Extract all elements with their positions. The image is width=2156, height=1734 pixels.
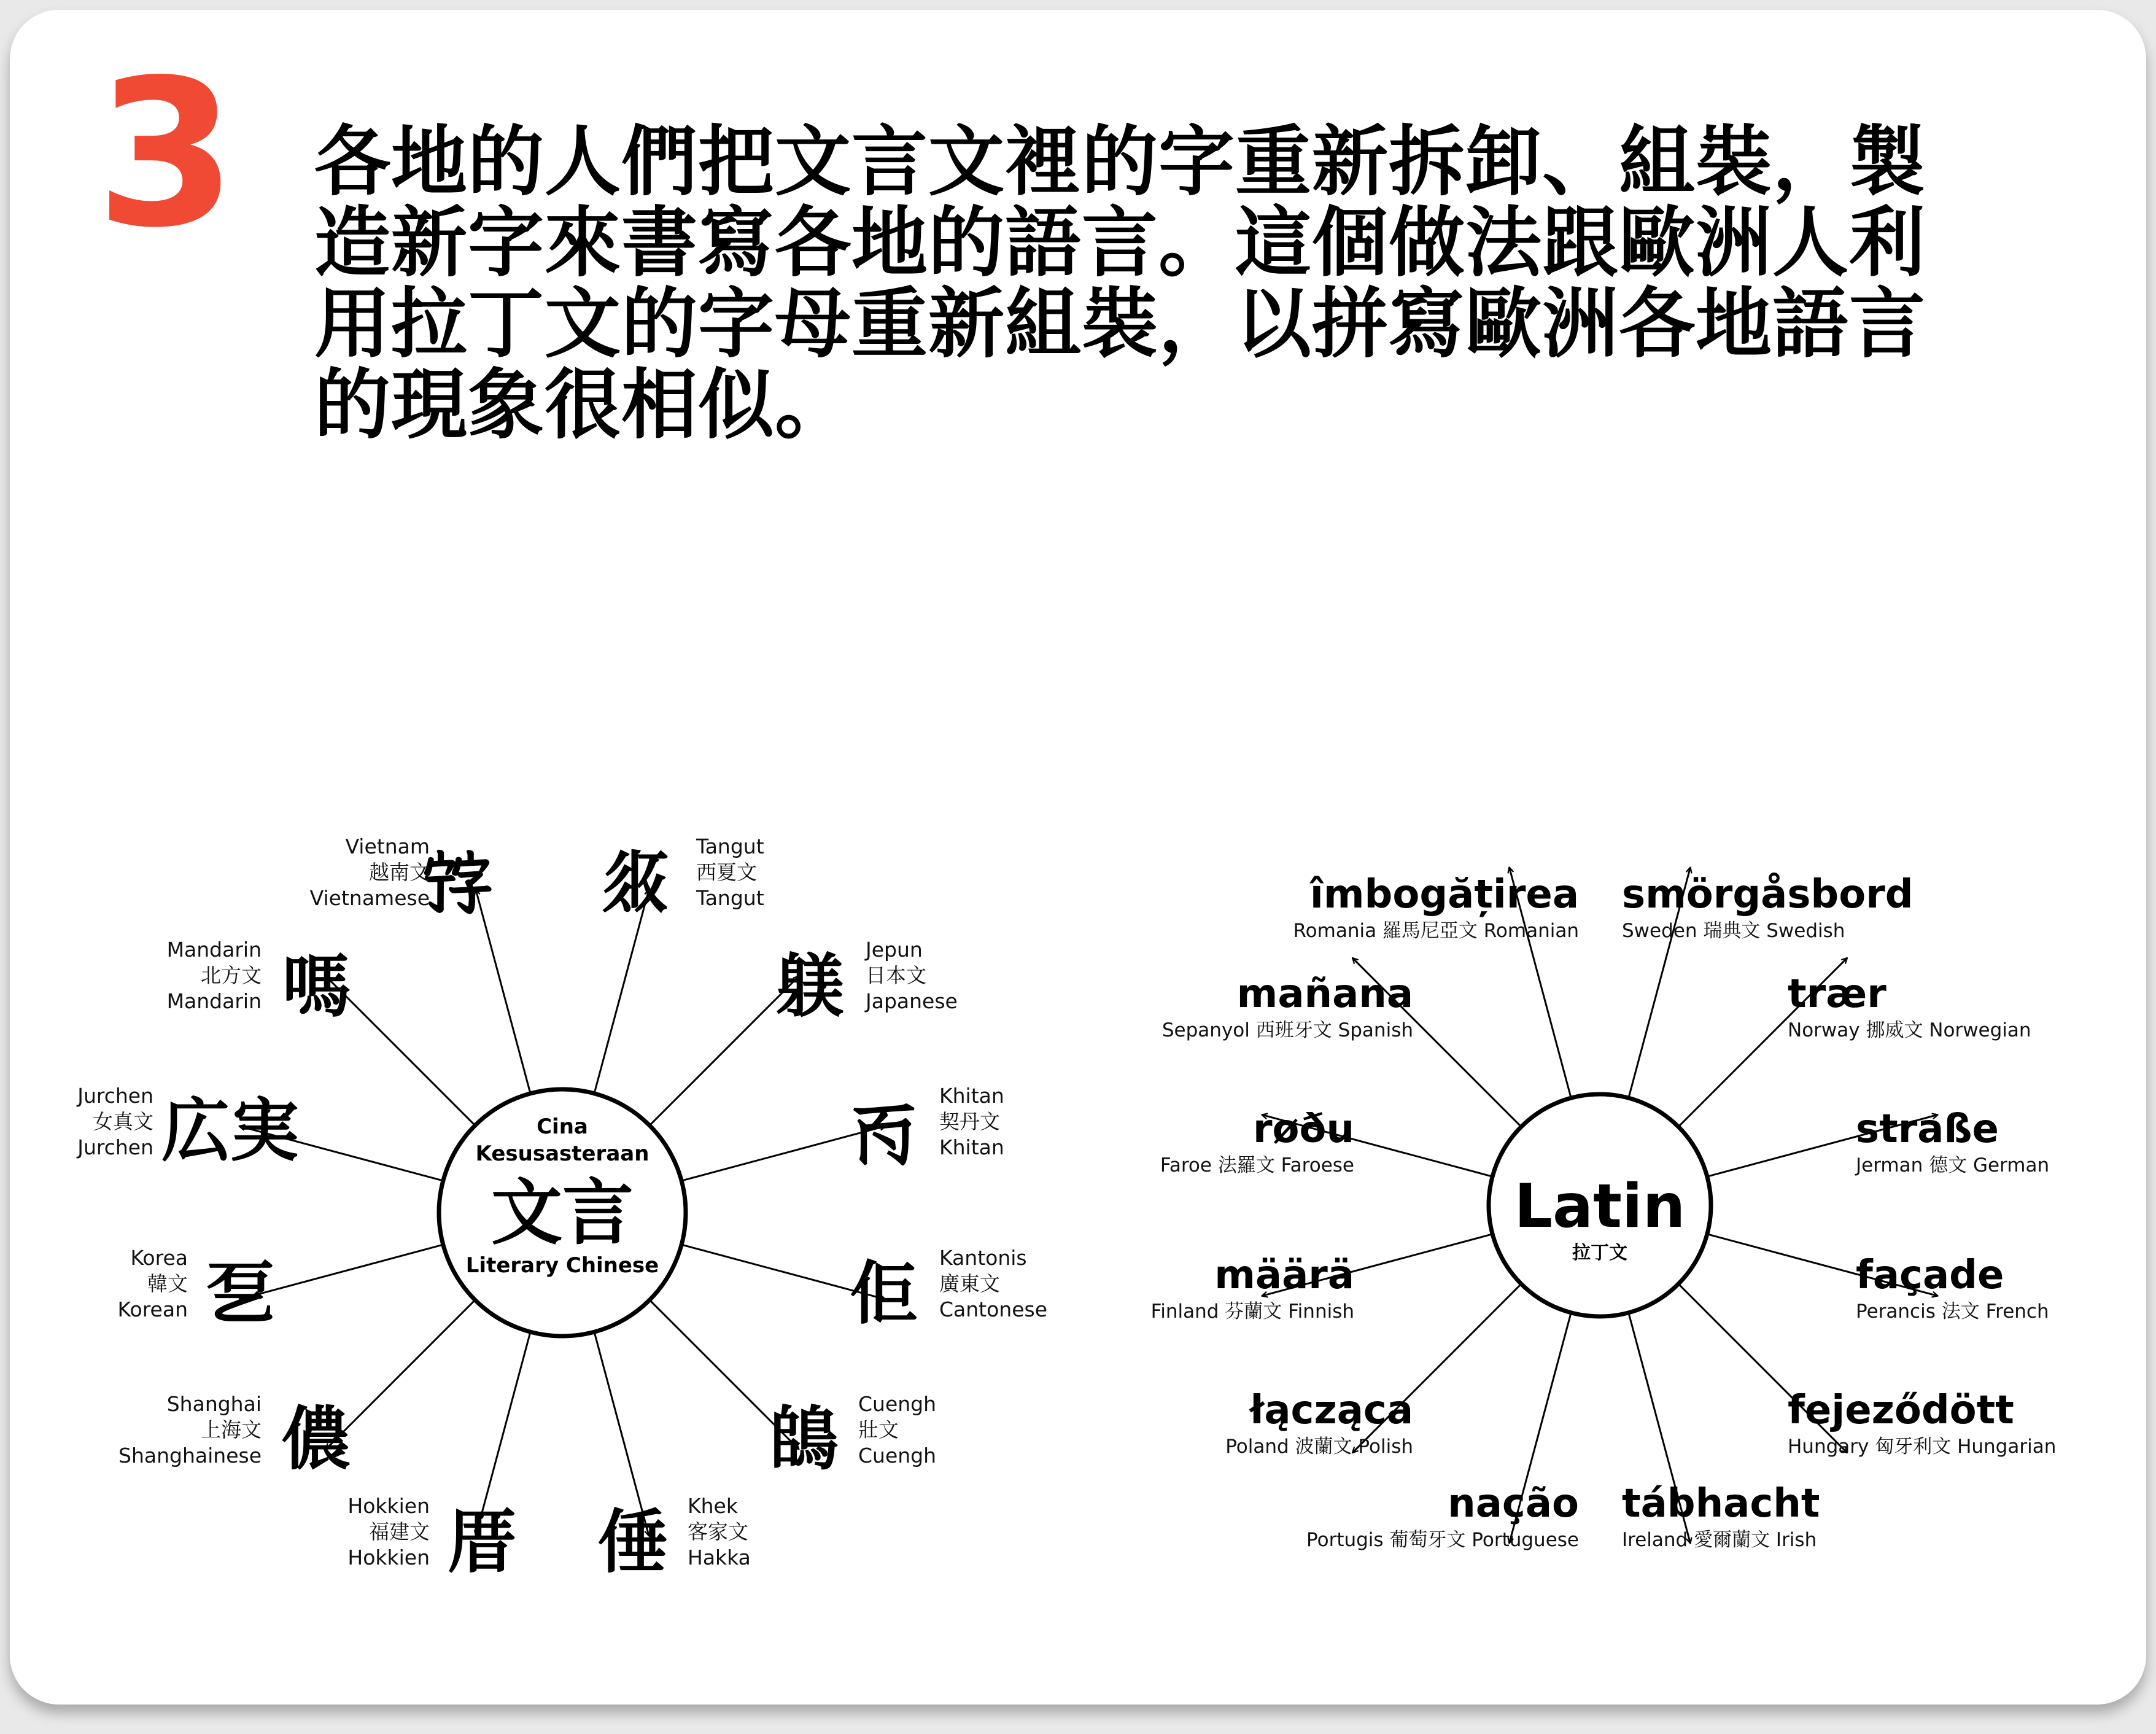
center-latin-sub: 拉丁文 (1572, 1242, 1627, 1264)
branch-language-label: Korea (130, 1246, 188, 1270)
center-line-kesusasteraan: Kesusasteraan (475, 1141, 650, 1166)
branch-word: îmbogățirea (1309, 872, 1579, 917)
branch-language-label: Tangut (696, 886, 764, 910)
branch-language-label: Khek (688, 1494, 738, 1518)
step-number: 3 (96, 36, 237, 272)
branch-glyph: 𘬝 (815, 1091, 953, 1171)
branch-language-label: 越南文 (369, 860, 430, 884)
center-line-cina: Cina (537, 1114, 588, 1139)
branch-glyph: 厝 (448, 1503, 516, 1582)
branch-language-label: 壯文 (858, 1418, 899, 1442)
branch-language-label: Vietnam (345, 834, 430, 858)
branch-language-label: 客家文 (688, 1520, 748, 1544)
branch-glyph: 倕 (598, 1503, 667, 1582)
branch-caption: Norway 挪威文 Norwegian (1788, 1019, 2031, 1041)
branch-language-label: 廣東文 (939, 1272, 1000, 1296)
branch-word: tábhacht (1622, 1481, 1820, 1526)
branch-language-label: Hakka (688, 1545, 751, 1569)
chinese-diagram (76, 834, 1047, 1582)
center-line-literary-chinese: Literary Chinese (465, 1253, 659, 1278)
branch-language-label: Japanese (866, 989, 958, 1013)
branch-language-label: Korean (117, 1297, 188, 1321)
branch-language-label: Hokkien (347, 1494, 430, 1518)
branch-caption: Portugis 葡萄牙文 Portuguese (1306, 1529, 1579, 1551)
branch-language-label: Jurchen (77, 1084, 153, 1108)
branch-caption: Faroe 法羅文 Faroese (1160, 1154, 1354, 1176)
branch-glyph: 躾 (776, 947, 845, 1027)
branch-language-label: 福建文 (369, 1520, 430, 1544)
branch-word: łącząca (1249, 1388, 1413, 1433)
branch-language-label: 日本文 (866, 963, 926, 987)
branch-word: nação (1448, 1481, 1579, 1526)
branch-language-label: Cuengh (858, 1444, 937, 1468)
branch-glyph: 佢 (850, 1254, 918, 1334)
branch-glyph: 儂 (282, 1399, 351, 1479)
branch-word: trær (1788, 971, 1886, 1017)
branch-language-label: 西夏文 (696, 860, 757, 884)
branch-language-label: Cantonese (939, 1297, 1048, 1321)
branch-glyph: 嗎 (282, 947, 351, 1027)
branch-language-label: Shanghai (166, 1392, 262, 1416)
branch-glyph: 鴭 (770, 1399, 839, 1479)
branch-word: määrä (1214, 1253, 1354, 1298)
center-latin: Latin (1514, 1172, 1686, 1242)
branch-language-label: Cuengh (858, 1392, 937, 1416)
branch-language-label: Jepun (866, 938, 923, 962)
branch-glyph: 乭 (206, 1254, 275, 1334)
branch-language-label: 契丹文 (939, 1110, 1000, 1133)
branch-language-label: Khitan (939, 1084, 1004, 1108)
branch-language-label: Mandarin (166, 989, 262, 1013)
center-wenyan: 文言 (491, 1172, 634, 1254)
branch-language-label: Shanghainese (118, 1444, 262, 1468)
branch-word: straße (1856, 1106, 1999, 1152)
branch-language-label: Khitan (939, 1135, 1004, 1159)
branch-language-label: Jurchen (77, 1135, 153, 1159)
branch-glyph: 広実 (161, 1091, 299, 1171)
latin-diagram (1151, 867, 2057, 1551)
branch-language-label: Vietnamese (309, 886, 430, 910)
branch-caption: Poland 波蘭文 Polish (1225, 1436, 1413, 1458)
branch-caption: Jerman 德文 German (1856, 1154, 2050, 1176)
branch-word: smörgåsbord (1622, 872, 1914, 917)
branch-caption: Romania 羅馬尼亞文 Romanian (1293, 920, 1579, 942)
branch-language-label: 北方文 (201, 963, 262, 987)
branch-word: røðu (1252, 1106, 1354, 1152)
branch-caption: Perancis 法文 French (1856, 1300, 2049, 1323)
branch-language-label: Hokkien (347, 1545, 430, 1569)
branch-caption: Ireland 愛爾蘭文 Irish (1622, 1529, 1817, 1551)
branch-language-label: Mandarin (166, 938, 262, 962)
branch-caption: Finland 芬蘭文 Finnish (1150, 1300, 1354, 1323)
headline: 各地的人們把文言文裡的字重新拆卸、組裝，製造新字來書寫各地的語言。這個做法跟歐洲人利用拉丁文的字母重新組裝，以拼寫歐洲各地語言的現象很相似。 (314, 118, 1926, 449)
branch-caption: Hungary 匈牙利文 Hungarian (1788, 1436, 2057, 1458)
branch-word: mañana (1236, 971, 1413, 1017)
branch-word: façade (1856, 1253, 2004, 1298)
branch-language-label: Kantonis (939, 1246, 1027, 1270)
branch-word: fejeződött (1788, 1388, 2014, 1433)
branch-language-label: 上海文 (201, 1418, 262, 1442)
branch-language-label: 女真文 (93, 1110, 153, 1133)
branch-language-label: 韓文 (147, 1272, 188, 1296)
branch-language-label: Tangut (696, 834, 764, 858)
branch-caption: Sepanyol 西班牙文 Spanish (1161, 1019, 1413, 1041)
branch-glyph: 𡨸 (423, 842, 492, 922)
branch-caption: Sweden 瑞典文 Swedish (1622, 920, 1845, 942)
branch-glyph: 𗼇 (601, 842, 670, 922)
